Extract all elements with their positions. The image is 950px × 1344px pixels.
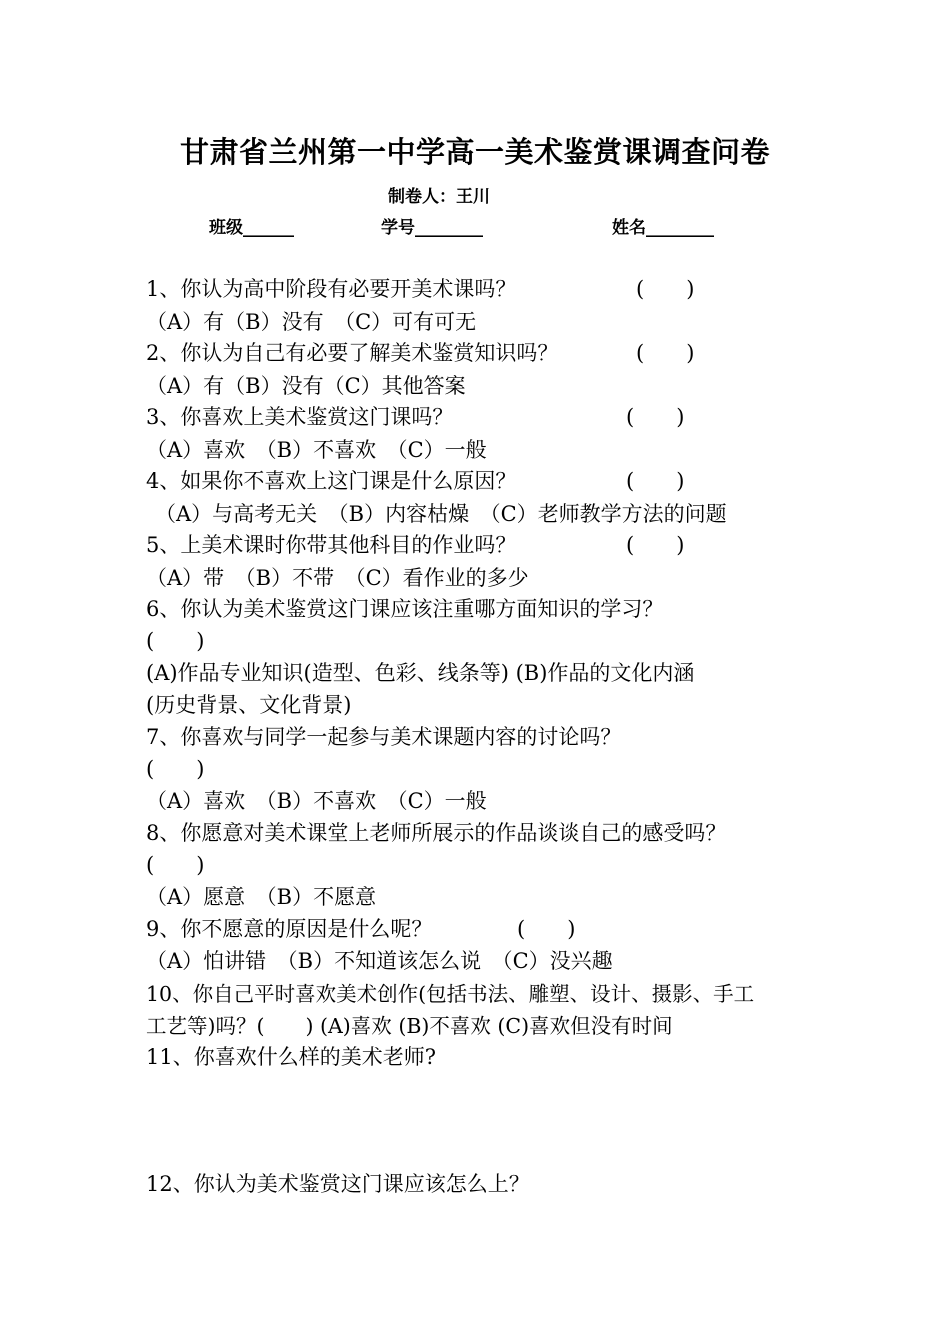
question-5-options: （A）带 （B）不带 （C）看作业的多少 [146, 566, 529, 590]
question-6-options-line-2: (历史背景、文化背景) [146, 693, 352, 717]
question-6-options-line-1: (A)作品专业知识(造型、色彩、线条等) (B)作品的文化内涵 [146, 661, 695, 685]
question-12: 12、你认为美术鉴赏这门课应该怎么上？ [146, 1172, 530, 1196]
question-8: 8、你愿意对美术课堂上老师所展示的作品谈谈自己的感受吗？ [146, 821, 727, 845]
question-2: 2、你认为自己有必要了解美术鉴赏知识吗？ [146, 341, 559, 365]
question-9: 9、你不愿意的原因是什么呢？ [146, 917, 433, 941]
class-field[interactable]: 班级______ [209, 218, 294, 238]
question-10-line-2: 工艺等)吗？( ) (A)喜欢 (B)不喜欢 (C)喜欢但没有时间 [146, 1014, 673, 1038]
question-5: 5、上美术课时你带其他科目的作业吗？ [146, 533, 517, 557]
answer-blank-7[interactable]: ( ) [146, 757, 205, 781]
question-10-line-1: 10、你自己平时喜欢美术创作(包括书法、雕塑、设计、摄影、手工 [146, 982, 755, 1006]
question-8-options: （A）愿意 （B）不愿意 [146, 885, 377, 909]
question-3: 3、你喜欢上美术鉴赏这门课吗？ [146, 405, 454, 429]
page-title: 甘肃省兰州第一中学高一美术鉴赏课调查问卷 [179, 135, 770, 169]
question-6: 6、你认为美术鉴赏这门课应该注重哪方面知识的学习？ [146, 597, 664, 621]
answer-blank-1[interactable]: ( ) [636, 277, 695, 301]
answer-blank-4[interactable]: ( ) [626, 469, 685, 493]
question-2-options: （A）有（B）没有（C）其他答案 [146, 374, 466, 398]
question-1: 1、你认为高中阶段有必要开美术课吗？ [146, 277, 517, 301]
question-11: 11、你喜欢什么样的美术老师? [146, 1045, 436, 1069]
question-4-options: （A）与高考无关 （B）内容枯燥 （C）老师教学方法的问题 [155, 502, 727, 526]
answer-blank-5[interactable]: ( ) [626, 533, 685, 557]
question-4: 4、如果你不喜欢上这门课是什么原因？ [146, 469, 517, 493]
question-7: 7、你喜欢与同学一起参与美术课题内容的讨论吗？ [146, 725, 622, 749]
question-1-options: （A）有（B）没有 （C）可有可无 [146, 310, 477, 334]
answer-blank-6[interactable]: ( ) [146, 629, 205, 653]
answer-blank-8[interactable]: ( ) [146, 853, 205, 877]
answer-blank-2[interactable]: ( ) [636, 341, 695, 365]
question-3-options: （A）喜欢 （B）不喜欢 （C）一般 [146, 438, 487, 462]
answer-blank-9[interactable]: ( ) [517, 917, 576, 941]
question-9-options: （A）怕讲错 （B）不知道该怎么说 （C）没兴趣 [146, 949, 613, 973]
author-line: 制卷人：王川 [388, 187, 490, 207]
name-field[interactable]: 姓名________ [612, 218, 714, 238]
question-7-options: （A）喜欢 （B）不喜欢 （C）一般 [146, 789, 487, 813]
student-info-fields [0, 213, 950, 237]
answer-blank-3[interactable]: ( ) [626, 405, 685, 429]
student-id-field[interactable]: 学号________ [381, 218, 483, 238]
